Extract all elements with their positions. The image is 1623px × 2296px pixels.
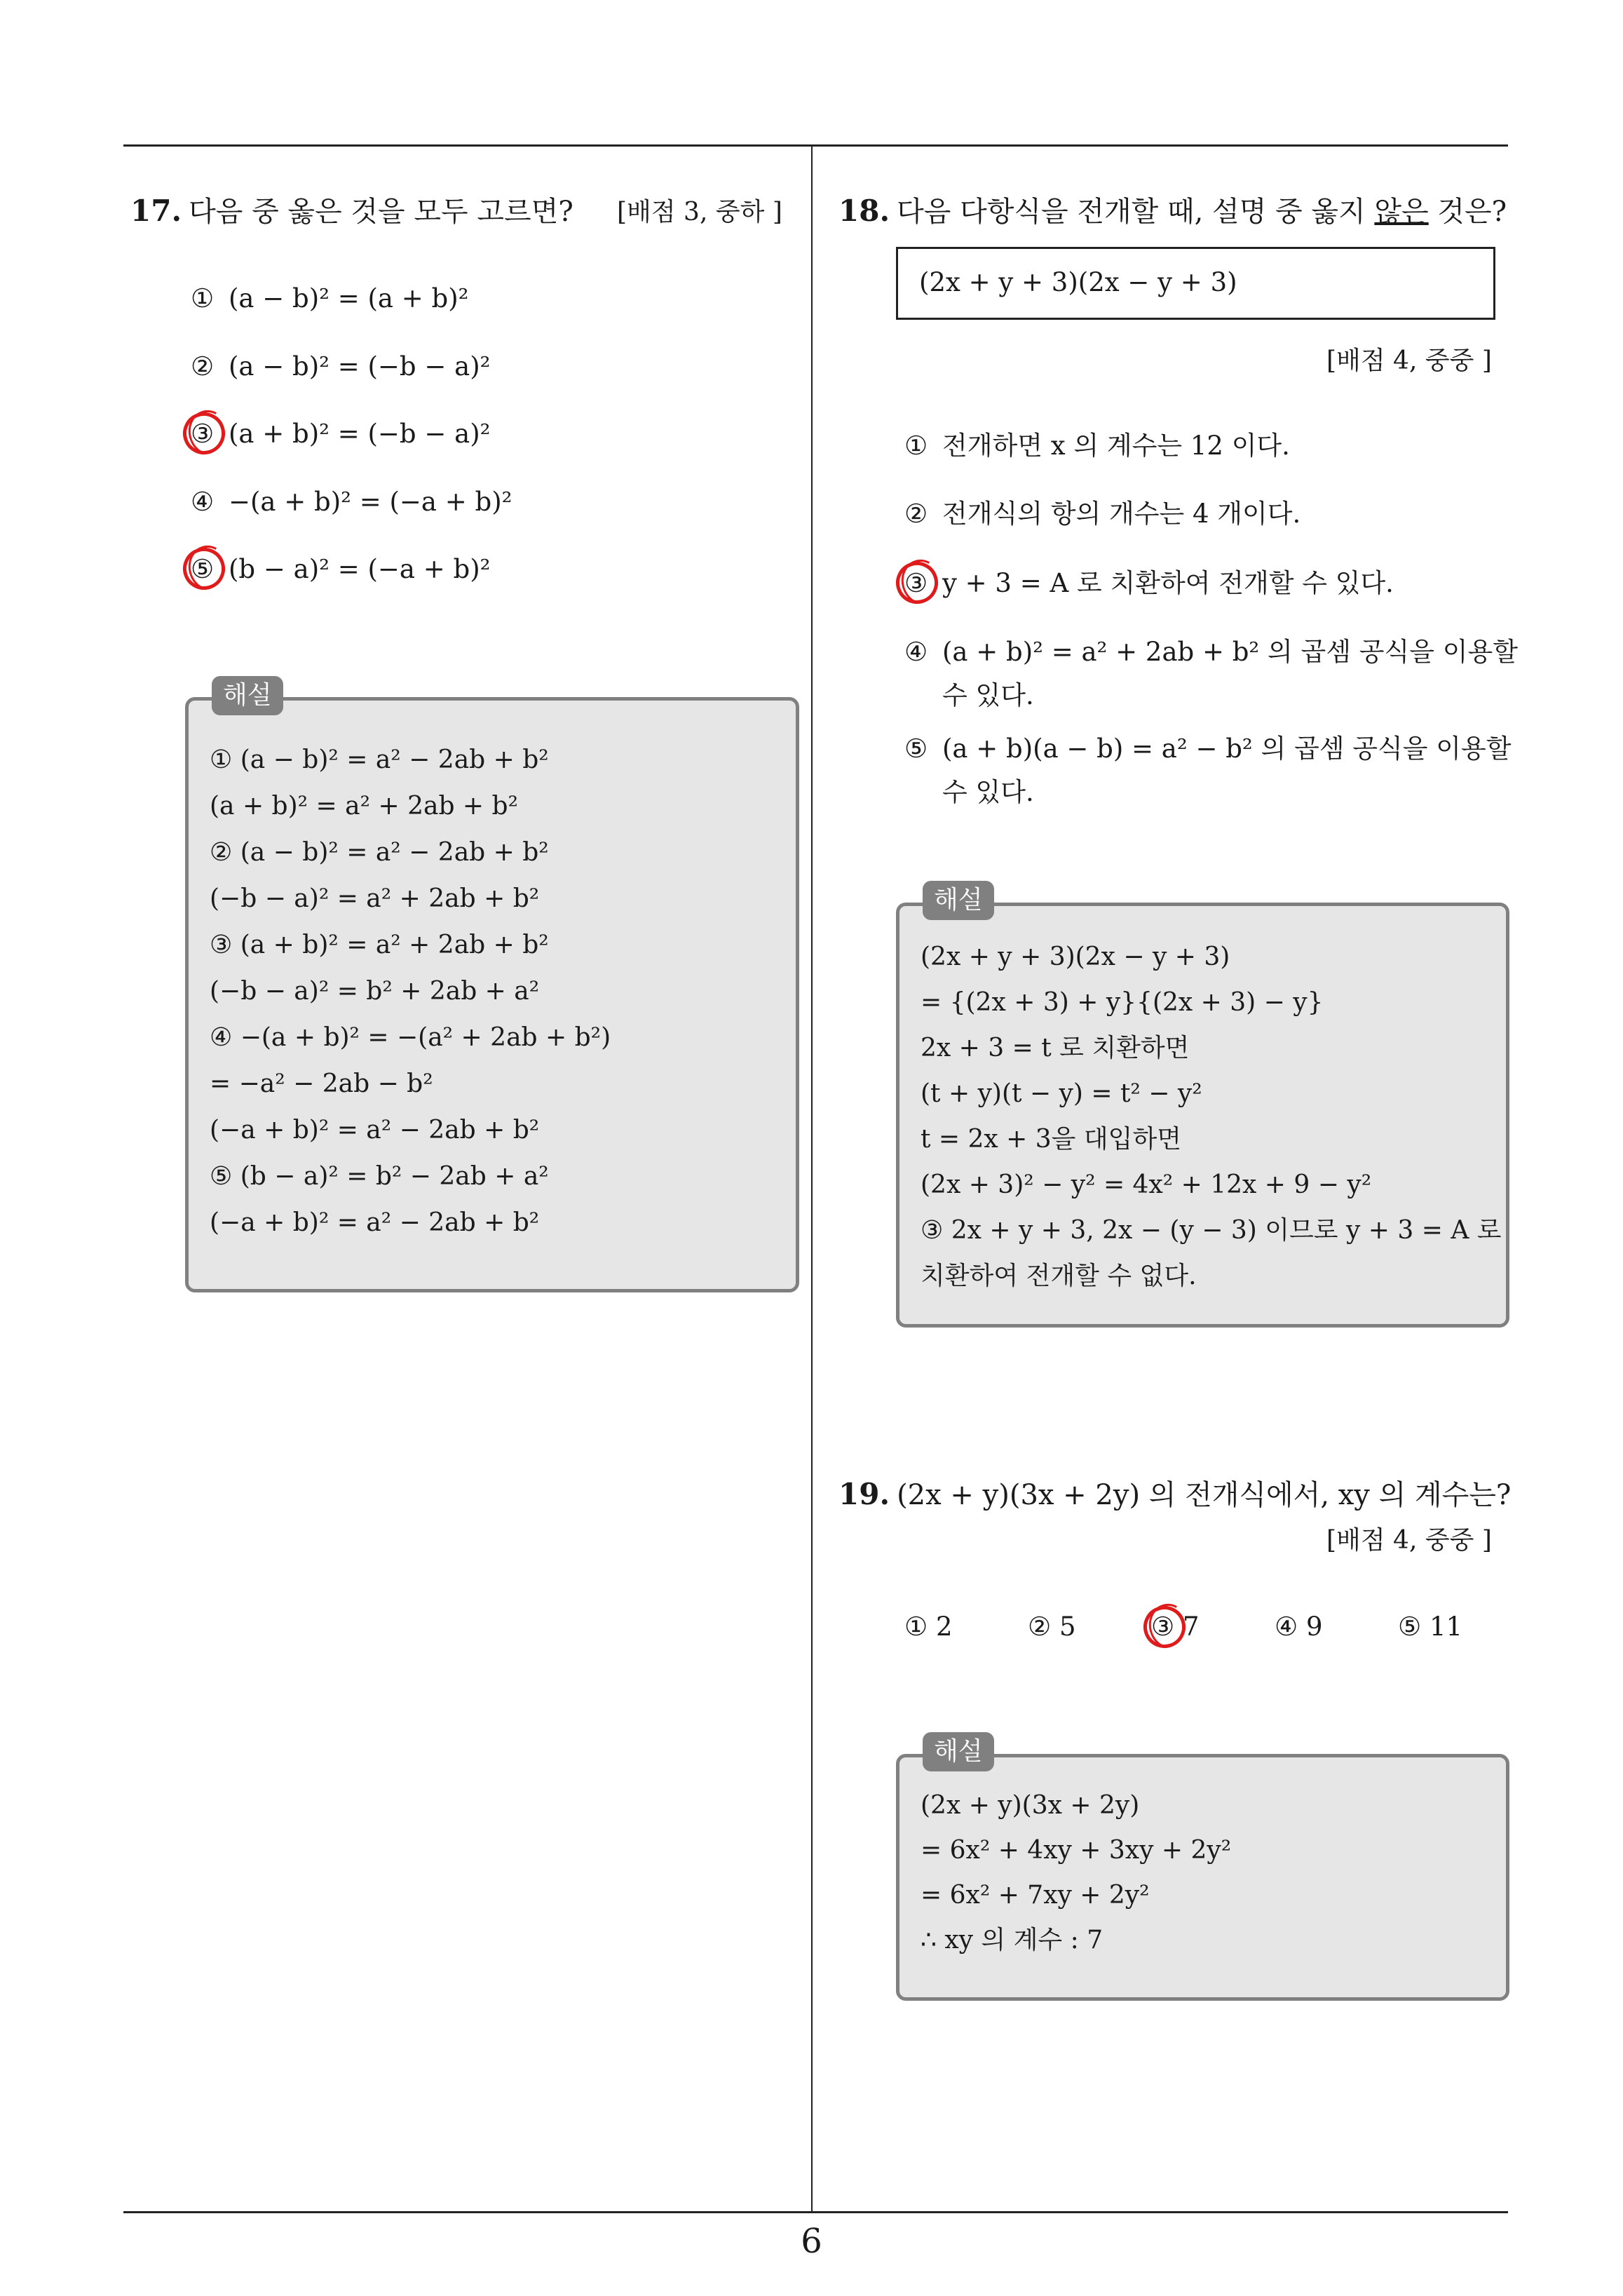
q18-score: [배점 4, 중중 ]: [1326, 346, 1492, 375]
q19-expl-line: = 6x² + 4xy + 3xy + 2y²: [921, 1836, 1232, 1865]
q18-number: 18.: [838, 194, 890, 228]
q18-option-4-continuation: 수 있다.: [942, 680, 1034, 710]
q18-explanation-tag: 해설: [923, 881, 994, 920]
q19-expl-line: = 6x² + 7xy + 2y²: [921, 1881, 1150, 1910]
q19-answer-mark: ①: [904, 1612, 928, 1642]
q18-explanation-box: [896, 903, 1509, 1328]
q17-expl-line: ④ −(a + b)² = −(a² + 2ab + b²): [210, 1023, 611, 1052]
q18-option-mark: ①: [904, 431, 928, 461]
q19-answer-value: 2: [935, 1612, 953, 1642]
q19-answer-value: 5: [1059, 1612, 1076, 1642]
q19-answer-mark: ③: [1151, 1612, 1175, 1642]
q18-option-2[interactable]: [904, 496, 1301, 532]
q17-option-mark: ②: [191, 351, 215, 381]
q19-answer-2[interactable]: [1028, 1612, 1075, 1642]
q19-answer-mark: ⑤: [1398, 1612, 1422, 1642]
q18-expl-line: (2x + 3)² − y² = 4x² + 12x + 9 − y²: [921, 1170, 1372, 1199]
q19-text: (2x + y)(3x + 2y) 의 전개식에서, xy 의 계수는?: [897, 1479, 1512, 1511]
q18-option-5[interactable]: [904, 731, 1511, 767]
q17-option-5[interactable]: [191, 551, 490, 588]
q17-title: [130, 189, 573, 229]
q18-expl-line: 치환하여 전개할 수 없다.: [921, 1262, 1197, 1290]
q17-expl-line: ① (a − b)² = a² − 2ab + b²: [210, 745, 549, 774]
q19-answer-value: 7: [1182, 1612, 1200, 1642]
q19-answer-mark: ②: [1028, 1612, 1052, 1642]
q18-option-text: y + 3 = A 로 치환하여 전개할 수 있다.: [942, 568, 1394, 598]
q18-given-expression: (2x + y + 3)(2x − y + 3): [896, 247, 1495, 320]
q18-title: [838, 189, 1507, 229]
q17-score: [배점 3, 중하 ]: [617, 198, 782, 227]
q18-expl-line: ③ 2x + y + 3, 2x − (y − 3) 이므로 y + 3 = A 로: [921, 1216, 1502, 1245]
q17-option-mark: ③: [191, 419, 215, 449]
page-number: 6: [801, 2222, 822, 2261]
q17-option-text: (b − a)² = (−a + b)²: [229, 554, 491, 584]
q18-option-text: 전개식의 항의 개수는 4 개이다.: [942, 499, 1301, 529]
q18-option-mark: ⑤: [904, 734, 928, 764]
q18-expl-line: = {(2x + 3) + y}{(2x + 3) − y}: [921, 988, 1324, 1017]
q17-expl-line: (−b − a)² = a² + 2ab + b²: [210, 884, 540, 913]
q19-score: [배점 4, 중중 ]: [1326, 1526, 1492, 1555]
q18-option-text: (a + b)(a − b) = a² − b² 의 곱셈 공식을 이용할: [942, 734, 1512, 764]
q18-option-4[interactable]: [904, 634, 1518, 670]
q19-answer-5[interactable]: [1398, 1612, 1462, 1642]
q19-answer-4[interactable]: [1275, 1612, 1322, 1642]
q17-option-text: (a + b)² = (−b − a)²: [229, 419, 491, 449]
q19-answer-1[interactable]: [904, 1612, 952, 1642]
q19-explanation-tag: 해설: [923, 1732, 994, 1771]
q17-expl-line: (a + b)² = a² + 2ab + b²: [210, 792, 519, 821]
q17-option-mark: ④: [191, 487, 215, 517]
q19-number: 19.: [838, 1477, 890, 1511]
q17-explanation-tag: 해설: [212, 676, 283, 715]
q17-text: 다음 중 옳은 것을 모두 고르면?: [189, 196, 573, 228]
q17-explanation-box: [185, 697, 799, 1292]
q19-title: [838, 1473, 1511, 1513]
q18-option-1[interactable]: [904, 428, 1290, 464]
q18-option-3[interactable]: [904, 565, 1394, 602]
top-rule: [123, 144, 1508, 147]
q17-option-text: −(a + b)² = (−a + b)²: [229, 487, 512, 517]
q18-text-before: 다음 다항식을 전개할 때, 설명 중 옳지: [897, 196, 1375, 228]
q17-option-text: (a − b)² = (−b − a)²: [229, 351, 491, 381]
q18-expl-line: (t + y)(t − y) = t² − y²: [921, 1079, 1202, 1108]
q17-option-1[interactable]: [191, 281, 468, 317]
q17-option-4[interactable]: [191, 484, 512, 520]
q18-option-mark: ④: [904, 637, 928, 667]
q17-option-2[interactable]: [191, 349, 490, 385]
q19-answer-mark: ④: [1275, 1612, 1298, 1642]
q17-number: 17.: [130, 194, 182, 228]
q17-option-mark: ①: [191, 283, 215, 313]
q18-option-text: 전개하면 x 의 계수는 12 이다.: [942, 431, 1290, 461]
q17-option-mark: ⑤: [191, 554, 215, 584]
q17-expl-line: ② (a − b)² = a² − 2ab + b²: [210, 838, 549, 867]
q17-option-3[interactable]: [191, 416, 490, 452]
q17-option-text: (a − b)² = (a + b)²: [229, 283, 469, 313]
q18-option-text: (a + b)² = a² + 2ab + b² 의 곱셈 공식을 이용할: [942, 637, 1518, 667]
q17-expl-line: (−a + b)² = a² − 2ab + b²: [210, 1116, 540, 1144]
q18-text-after: 것은?: [1428, 196, 1507, 228]
column-divider: [811, 144, 813, 2213]
q18-expl-line: 2x + 3 = t 로 치환하면: [921, 1034, 1190, 1062]
q18-option-5-continuation: 수 있다.: [942, 777, 1034, 807]
q19-explanation-box: [896, 1754, 1509, 2001]
q18-expl-line: t = 2x + 3을 대입하면: [921, 1125, 1182, 1154]
q19-expl-line: ∴ xy 의 계수 : 7: [921, 1926, 1103, 1954]
q17-expl-line: ⑤ (b − a)² = b² − 2ab + a²: [210, 1162, 549, 1191]
q18-text-underlined: 않은: [1374, 196, 1429, 228]
q19-answer-value: 11: [1429, 1612, 1463, 1642]
q18-option-mark: ②: [904, 499, 928, 529]
q17-expl-line: = −a² − 2ab − b²: [210, 1069, 433, 1098]
q18-option-mark: ③: [904, 568, 928, 598]
q17-expl-line: (−b − a)² = b² + 2ab + a²: [210, 977, 540, 1006]
q17-expl-line: (−a + b)² = a² − 2ab + b²: [210, 1208, 540, 1237]
q19-answer-value: 9: [1305, 1612, 1323, 1642]
q19-answer-row: [904, 1612, 1493, 1648]
bottom-rule: [123, 2211, 1508, 2213]
q17-expl-line: ③ (a + b)² = a² + 2ab + b²: [210, 931, 549, 959]
q18-expl-line: (2x + y + 3)(2x − y + 3): [921, 943, 1230, 971]
q19-expl-line: (2x + y)(3x + 2y): [921, 1791, 1140, 1820]
